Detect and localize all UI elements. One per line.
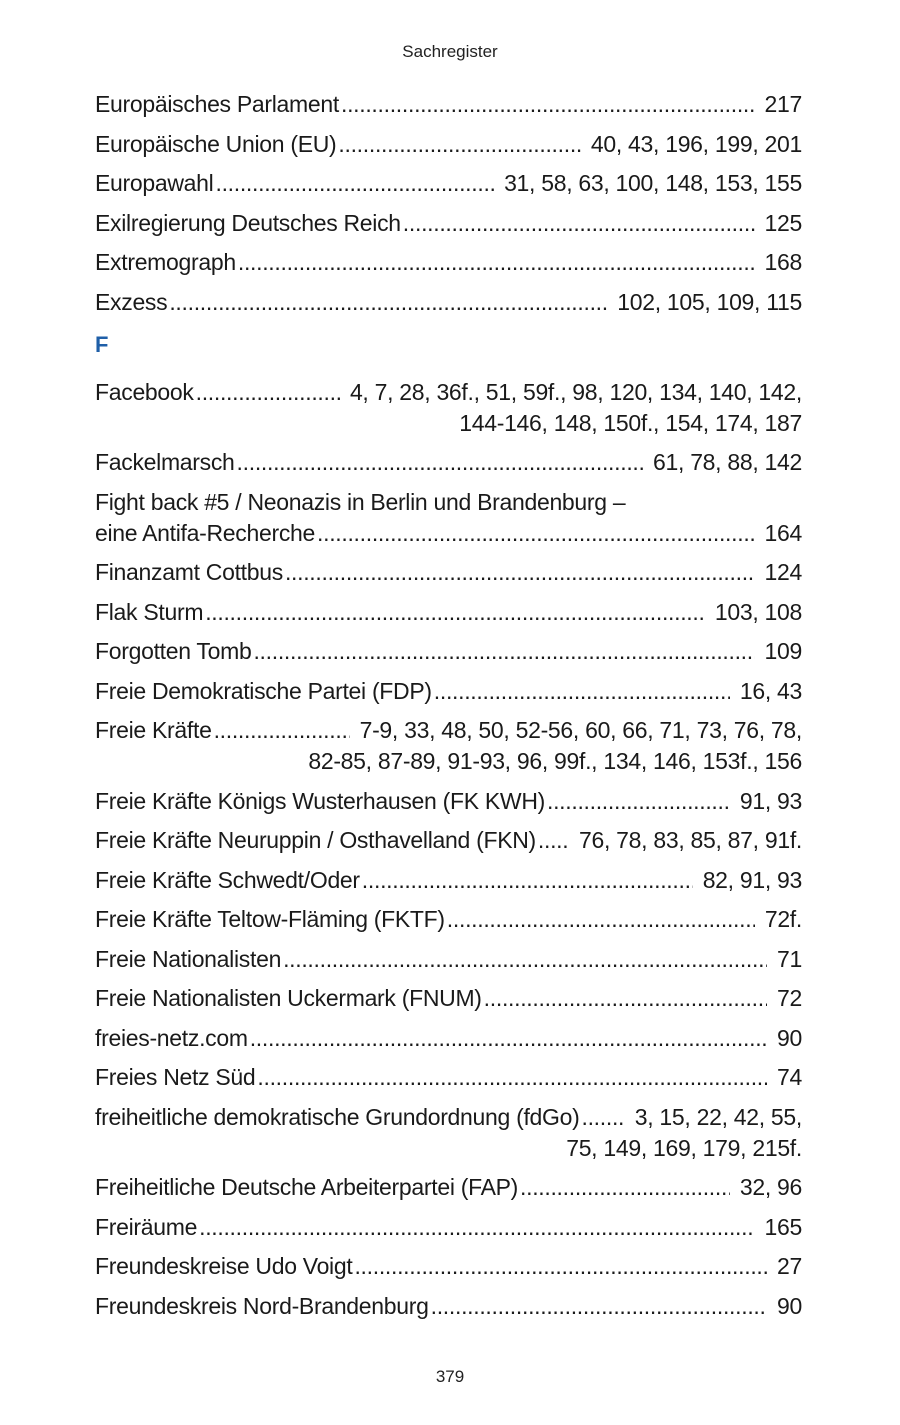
index-pages: 124 [764, 559, 802, 585]
dot-leader [253, 636, 754, 667]
index-entry [95, 597, 802, 628]
index-entry [95, 1172, 802, 1203]
index-term: Freundeskreise Udo Voigt [95, 1253, 353, 1279]
index-pages: 7-9, 33, 48, 50, 52-56, 60, 66, 71, 73, 76, 78, [359, 717, 802, 743]
index-entry [95, 1062, 802, 1093]
dot-leader [238, 247, 755, 278]
index-entry [95, 944, 802, 975]
index-term: Freiräume [95, 1213, 198, 1240]
index-pages: 72f. [764, 906, 802, 932]
dot-leader [237, 447, 643, 478]
index-entry [95, 89, 802, 120]
index-pages: 168 [764, 249, 802, 275]
index-pages: 31, 58, 63, 100, 148, 153, 155 [504, 170, 802, 196]
index-entry [95, 676, 802, 707]
index-entry [95, 865, 802, 896]
dot-leader [520, 1172, 730, 1203]
index-term: Europawahl [95, 170, 214, 196]
index-term: Freie Demokratische Partei (FDP) [95, 677, 432, 704]
index-entry [95, 287, 802, 318]
dot-leader [582, 1102, 625, 1133]
index-term: Freie Kräfte Neuruppin / Osthavelland (FKN) [95, 827, 536, 853]
dot-leader [434, 676, 730, 707]
index-term: Freie Kräfte Königs Wusterhausen (FK KWH) [95, 787, 545, 814]
index-term: Freiheitliche Deutsche Arbeiterpartei (FAP) [95, 1174, 519, 1200]
dot-leader [215, 168, 494, 199]
index-entry [95, 904, 802, 935]
index-entry [95, 1291, 802, 1322]
index-entry [95, 247, 802, 278]
index-term: Exzess [95, 288, 168, 315]
dot-leader [341, 89, 755, 120]
dot-leader [317, 518, 755, 549]
index-pages: 82, 91, 93 [702, 866, 802, 893]
index-term: Europäisches Parlament [95, 91, 339, 117]
index-pages: 90 [777, 1292, 802, 1319]
dot-leader [196, 377, 340, 408]
index-pages: 74 [777, 1064, 802, 1090]
index-term: eine Antifa-Recherche [95, 519, 316, 546]
index-term-line1: Fight back #5 / Neonazis in Berlin und Brandenburg – [95, 488, 626, 515]
index-pages: 91, 93 [739, 787, 802, 814]
index-pages: 103, 108 [714, 598, 802, 625]
index-pages: 3, 15, 22, 42, 55, [634, 1103, 802, 1130]
index-entry [95, 1102, 802, 1164]
index-entry [95, 447, 802, 478]
index-term: Extremograph [95, 249, 236, 275]
index-term: Flak Sturm [95, 598, 204, 625]
dot-leader [199, 1212, 754, 1243]
index-entry [95, 786, 802, 817]
index-pages: 27 [777, 1253, 802, 1279]
dot-leader [538, 825, 569, 856]
dot-leader [447, 904, 755, 935]
index-entry [95, 168, 802, 199]
dot-leader [283, 944, 767, 975]
index-term: Freundeskreis Nord-Brandenburg [95, 1292, 429, 1319]
index-entry [95, 129, 802, 160]
index-term: Forgotten Tomb [95, 638, 252, 664]
index-term: Facebook [95, 378, 194, 405]
index-entry [95, 825, 802, 856]
index-entry [95, 557, 802, 588]
dot-leader [547, 786, 730, 817]
index-pages: 102, 105, 109, 115 [617, 288, 802, 315]
index-pages: 109 [764, 638, 802, 664]
dot-leader [250, 1023, 767, 1054]
index-term: Exilregierung Deutsches Reich [95, 209, 401, 236]
index-entry [95, 636, 802, 667]
index-term: Freie Kräfte Teltow-Fläming (FKTF) [95, 906, 445, 932]
index-entry [95, 377, 802, 439]
index-term: freiheitliche demokratische Grundordnung (fdGo) [95, 1103, 580, 1130]
subject-index [95, 89, 802, 1330]
index-pages: 16, 43 [739, 677, 802, 704]
index-term: Freie Nationalisten Uckermark (FNUM) [95, 985, 482, 1011]
dot-leader [338, 129, 580, 160]
index-term: Europäische Union (EU) [95, 130, 337, 157]
dot-leader [431, 1291, 767, 1322]
dot-leader [257, 1062, 767, 1093]
index-entry [95, 1251, 802, 1282]
index-pages-continued: 144-146, 148, 150f., 154, 174, 187 [459, 409, 802, 436]
index-pages: 32, 96 [739, 1174, 802, 1200]
index-pages-continued: 75, 149, 169, 179, 215f. [566, 1134, 802, 1161]
running-header: Sachregister [402, 42, 498, 61]
index-pages: 165 [764, 1213, 802, 1240]
index-entry [95, 983, 802, 1014]
section-letter: F [95, 331, 109, 357]
index-pages: 61, 78, 88, 142 [653, 449, 802, 475]
index-pages: 217 [764, 91, 802, 117]
index-term: Finanzamt Cottbus [95, 559, 283, 585]
dot-leader [362, 865, 693, 896]
dot-leader [285, 557, 755, 588]
dot-leader [214, 715, 350, 746]
index-pages: 4, 7, 28, 36f., 51, 59f., 98, 120, 134, 140, 142, [349, 378, 802, 405]
page-number: 379 [435, 1367, 465, 1386]
index-pages: 125 [764, 209, 802, 236]
index-entry [95, 208, 802, 239]
index-term: Freie Kräfte [95, 717, 212, 743]
index-pages: 72 [777, 985, 802, 1011]
index-entry [95, 1212, 802, 1243]
index-pages: 164 [764, 519, 802, 546]
index-term: freies-netz.com [95, 1024, 248, 1051]
index-pages: 76, 78, 83, 85, 87, 91f. [579, 827, 802, 853]
index-pages: 40, 43, 196, 199, 201 [590, 130, 802, 157]
dot-leader [484, 983, 767, 1014]
index-term: Fackelmarsch [95, 449, 235, 475]
index-entry [95, 487, 802, 549]
dot-leader [169, 287, 607, 318]
dot-leader [403, 208, 755, 239]
index-pages: 90 [777, 1024, 802, 1051]
index-pages-continued: 82-85, 87-89, 91-93, 96, 99f., 134, 146, 153f., 156 [308, 748, 802, 774]
dot-leader [205, 597, 705, 628]
index-pages: 71 [777, 945, 802, 972]
index-term: Freies Netz Süd [95, 1064, 256, 1090]
index-entry [95, 715, 802, 777]
index-term: Freie Kräfte Schwedt/Oder [95, 866, 360, 893]
index-entry [95, 1023, 802, 1054]
dot-leader [354, 1251, 767, 1282]
index-term: Freie Nationalisten [95, 945, 282, 972]
